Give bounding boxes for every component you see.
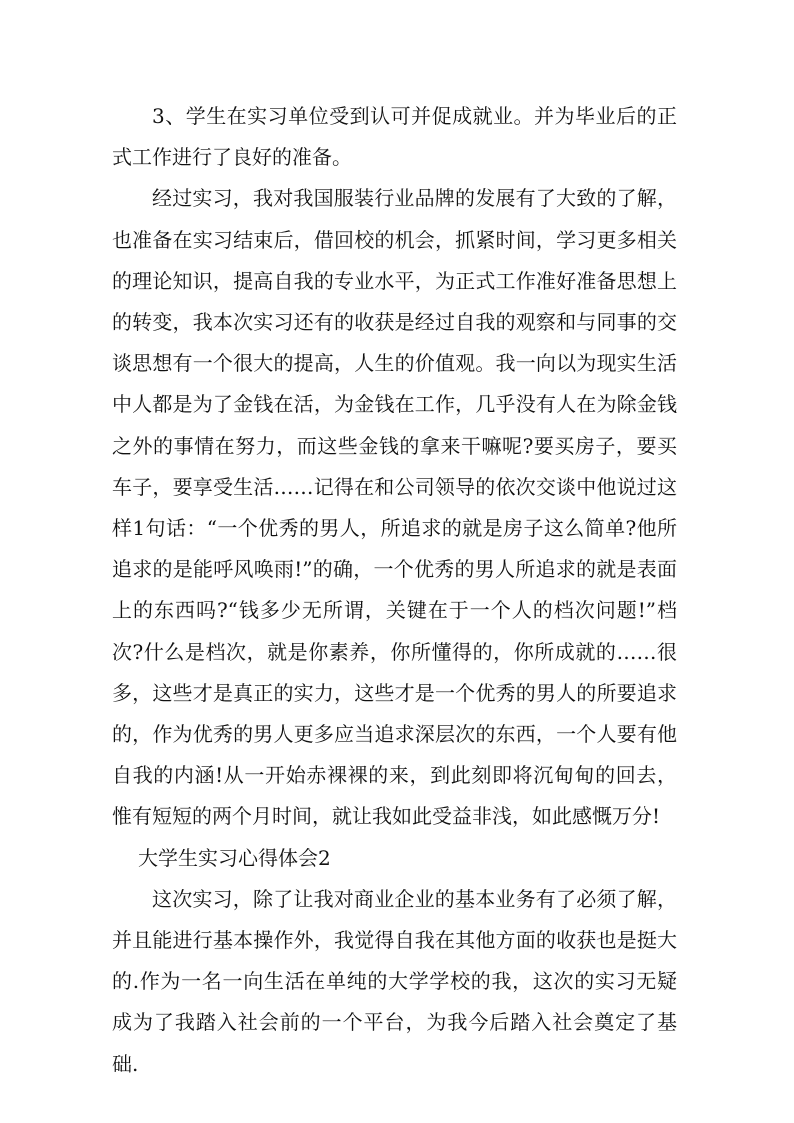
document-body — [112, 96, 677, 1085]
section-title: 大学生实习心得体会2 — [138, 845, 331, 870]
paragraph-employment: 3、学生在实习单位受到认可并促成就业。并为毕业后的正式工作进行了良好的准备。 — [112, 104, 677, 170]
paragraph-section-two: 这次实习，除了让我对商业企业的基本业务有了必须了解，并且能进行基本操作外，我觉得自我在其他方面的收获也是挺大的.作为一名一向生活在单纯的大学学校的我，这次的实习无疑成为了我踏入社会前的一个平台，为我今后踏入社会奠定了基础. — [112, 886, 677, 1076]
paragraph-internship-reflection: 经过实习，我对我国服装行业品牌的发展有了大致的了解，也准备在实习结束后，借回校的机会，抓紧时间，学习更多相关的理论知识，提高自我的专业水平，为正式工作准好准备思想上的转变，我本次实习还有的收获是经过自我的观察和与同事的交谈思想有一个很大的提高，人生的价值观。我一向以为现实生活中人都是为了金钱在活，为金钱在工作，几乎没有人在为除金钱之外的事情在努力，而这些金钱的拿来干嘛呢?要买房子，要买车子，要享受生活……记得在和公司领导的依次交谈中他说过这样1句话：“一个优秀的男人，所追求的就是房子这么简单?他所追求的是能呼风唤雨!”的确，一个优秀的男人所追求的就是表面上的东西吗?“钱多少无所谓，关键在于一个人的档次问题!”档次?什么是档次，就是你素养，你所懂得的，你所成就的……很多，这些才是真正的实力，这些才是一个优秀的男人的所要追求的，作为优秀的男人更多应当追求深层次的东西，一个人要有他自我的内涵!从一开始赤裸裸的来，到此刻即将沉甸甸的回去，惟有短短的两个月时间，就让我如此受益非浅，如此感慨万分! — [112, 186, 677, 829]
